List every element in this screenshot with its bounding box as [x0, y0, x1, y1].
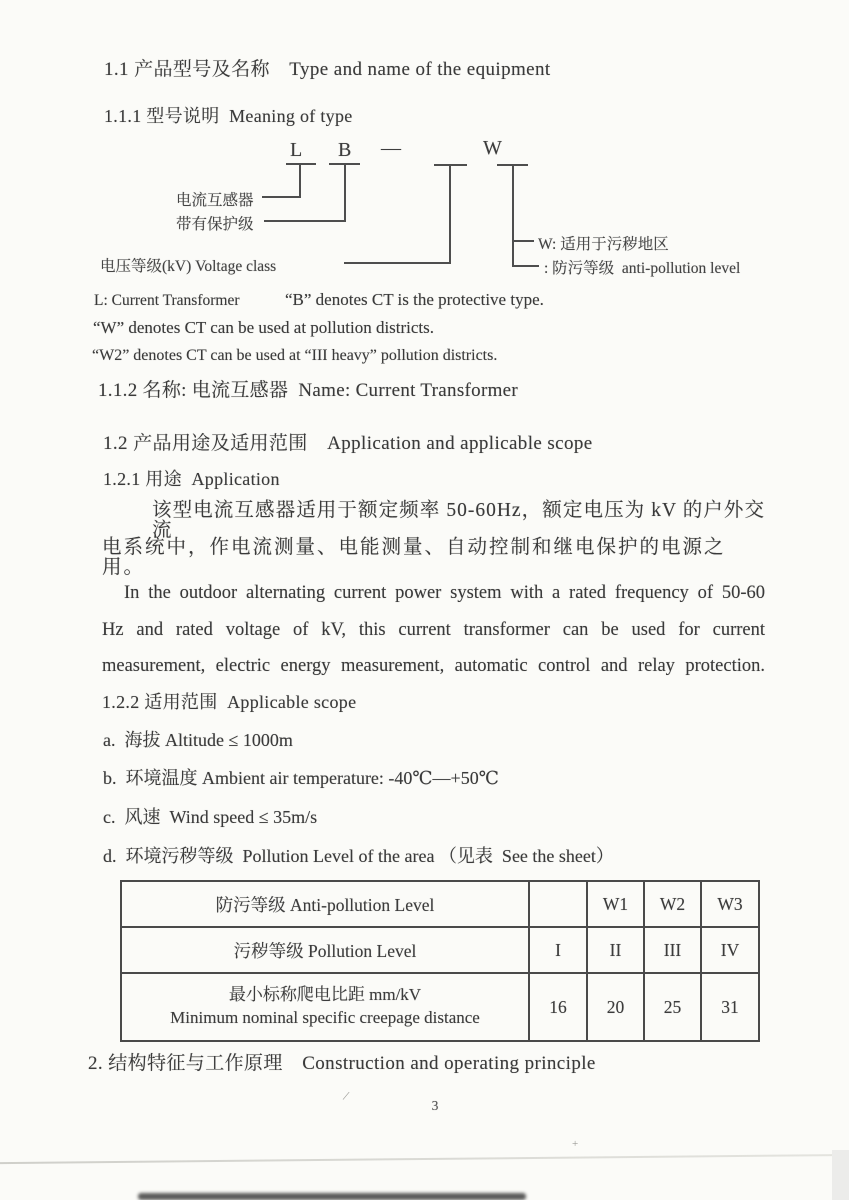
heading-1-1-1: 1.1.1 型号说明 Meaning of type — [104, 106, 353, 126]
table-cell-value: W2 — [644, 881, 701, 927]
diagram-label-current-transformer: 电流互感器 — [176, 192, 254, 209]
connector-line-w-note — [513, 240, 534, 242]
table-cell-value: II — [587, 927, 644, 973]
scan-artifact-plus: + — [572, 1138, 579, 1150]
application-paragraph-zh-line2: 电系统中，作电流测量、电能测量、自动控制和继电保护的电源之用。 — [102, 537, 726, 578]
scope-item-pollution-level: d. 环境污秽等级 Pollution Level of the area （见表 See the sheet） — [103, 846, 614, 866]
scan-artifact-corner-shade — [832, 1150, 849, 1200]
application-paragraph-en-line2: Hz and rated voltage of kV, this current transformer can be used for current — [102, 620, 765, 640]
creepage-label-zh: 最小标称爬电比距 mm/kV — [228, 985, 422, 1005]
page-number: 3 — [431, 1098, 439, 1113]
application-paragraph-en-line3: measurement, electric energy measurement, automatic control and relay protection. — [102, 656, 765, 676]
table-row-pollution-level — [121, 927, 759, 973]
diagram-letter-b: B — [338, 139, 352, 161]
diagram-dash: — — [381, 137, 401, 159]
heading-2: 2. 结构特征与工作原理 Construction and operating principle — [88, 1053, 596, 1074]
table-cell-value — [529, 881, 587, 927]
scan-artifact-page-edge-line — [0, 1154, 849, 1164]
table-row-anti-pollution — [121, 881, 759, 927]
connector-vertical-voltage — [449, 164, 451, 264]
diagram-label-w-pollution-district: W: 适用于污秽地区 — [538, 236, 669, 253]
diagram-letter-w: W — [483, 137, 502, 159]
diagram-label-protective-class: 带有保护级 — [176, 216, 254, 233]
note-b-protective-type: “B” denotes CT is the protective type. — [285, 290, 544, 309]
application-paragraph-zh-line1: 该型电流互感器适用于额定频率 50-60Hz，额定电压为 kV 的户外交流 — [152, 500, 765, 541]
heading-1-2-1: 1.2.1 用途 Application — [103, 469, 280, 489]
connector-line-b — [264, 220, 345, 222]
table-cell-value: 16 — [529, 973, 587, 1041]
scan-artifact-slash: / — [342, 1087, 350, 1104]
heading-1-1-2: 1.1.2 名称: 电流互感器 Name: Current Transformer — [98, 380, 519, 401]
underline-l — [286, 163, 316, 165]
heading-1-1: 1.1 产品型号及名称 Type and name of the equipment — [104, 59, 551, 80]
scope-item-wind-speed: c. 风速 Wind speed ≤ 35m/s — [103, 807, 318, 827]
scope-item-altitude: a. 海拔 Altitude ≤ 1000m — [103, 730, 293, 750]
table-cell-value: 31 — [701, 973, 759, 1041]
note-l-current-transformer: L: Current Transformer — [94, 292, 240, 309]
diagram-label-anti-pollution-level: : 防污等级 anti-pollution level — [544, 260, 741, 277]
creepage-label-en: Minimum nominal specific creepage distance — [170, 1008, 480, 1027]
note-w2-heavy-pollution: “W2” denotes CT can be used at “III heavy” pollution districts. — [92, 347, 498, 364]
connector-line-l — [262, 196, 300, 198]
pollution-level-table — [120, 880, 760, 1042]
table-cell-label: 防污等级 Anti-pollution Level — [121, 881, 529, 927]
connector-vertical-w — [512, 164, 514, 267]
connector-line-pollution-note — [513, 265, 539, 267]
table-cell-value: I — [529, 927, 587, 973]
table-cell-label: 污秽等级 Pollution Level — [121, 927, 529, 973]
table-cell-value: IV — [701, 927, 759, 973]
table-cell-label — [121, 973, 529, 1041]
table-cell-value: 25 — [644, 973, 701, 1041]
scope-item-temperature: b. 环境温度 Ambient air temperature: -40℃—+50℃ — [103, 768, 499, 788]
note-w-pollution: “W” denotes CT can be used at pollution districts. — [93, 318, 435, 337]
table-cell-value: III — [644, 927, 701, 973]
connector-line-voltage — [344, 262, 450, 264]
table-row-creepage-distance — [121, 973, 759, 1041]
table-cell-value: 20 — [587, 973, 644, 1041]
connector-vertical-b — [344, 164, 346, 222]
connector-vertical-l — [299, 164, 301, 198]
application-paragraph-en-line1: In the outdoor alternating current power system with a rated frequency of 50-60 — [124, 583, 765, 603]
diagram-letter-l: L — [290, 139, 303, 161]
scan-artifact-bottom-dark-band — [138, 1193, 526, 1200]
table-cell-value: W3 — [701, 881, 759, 927]
heading-1-2: 1.2 产品用途及适用范围 Application and applicable scope — [103, 433, 593, 454]
table-cell-value: W1 — [587, 881, 644, 927]
heading-1-2-2: 1.2.2 适用范围 Applicable scope — [102, 692, 357, 712]
diagram-label-voltage-class: 电压等级(kV) Voltage class — [100, 258, 277, 275]
